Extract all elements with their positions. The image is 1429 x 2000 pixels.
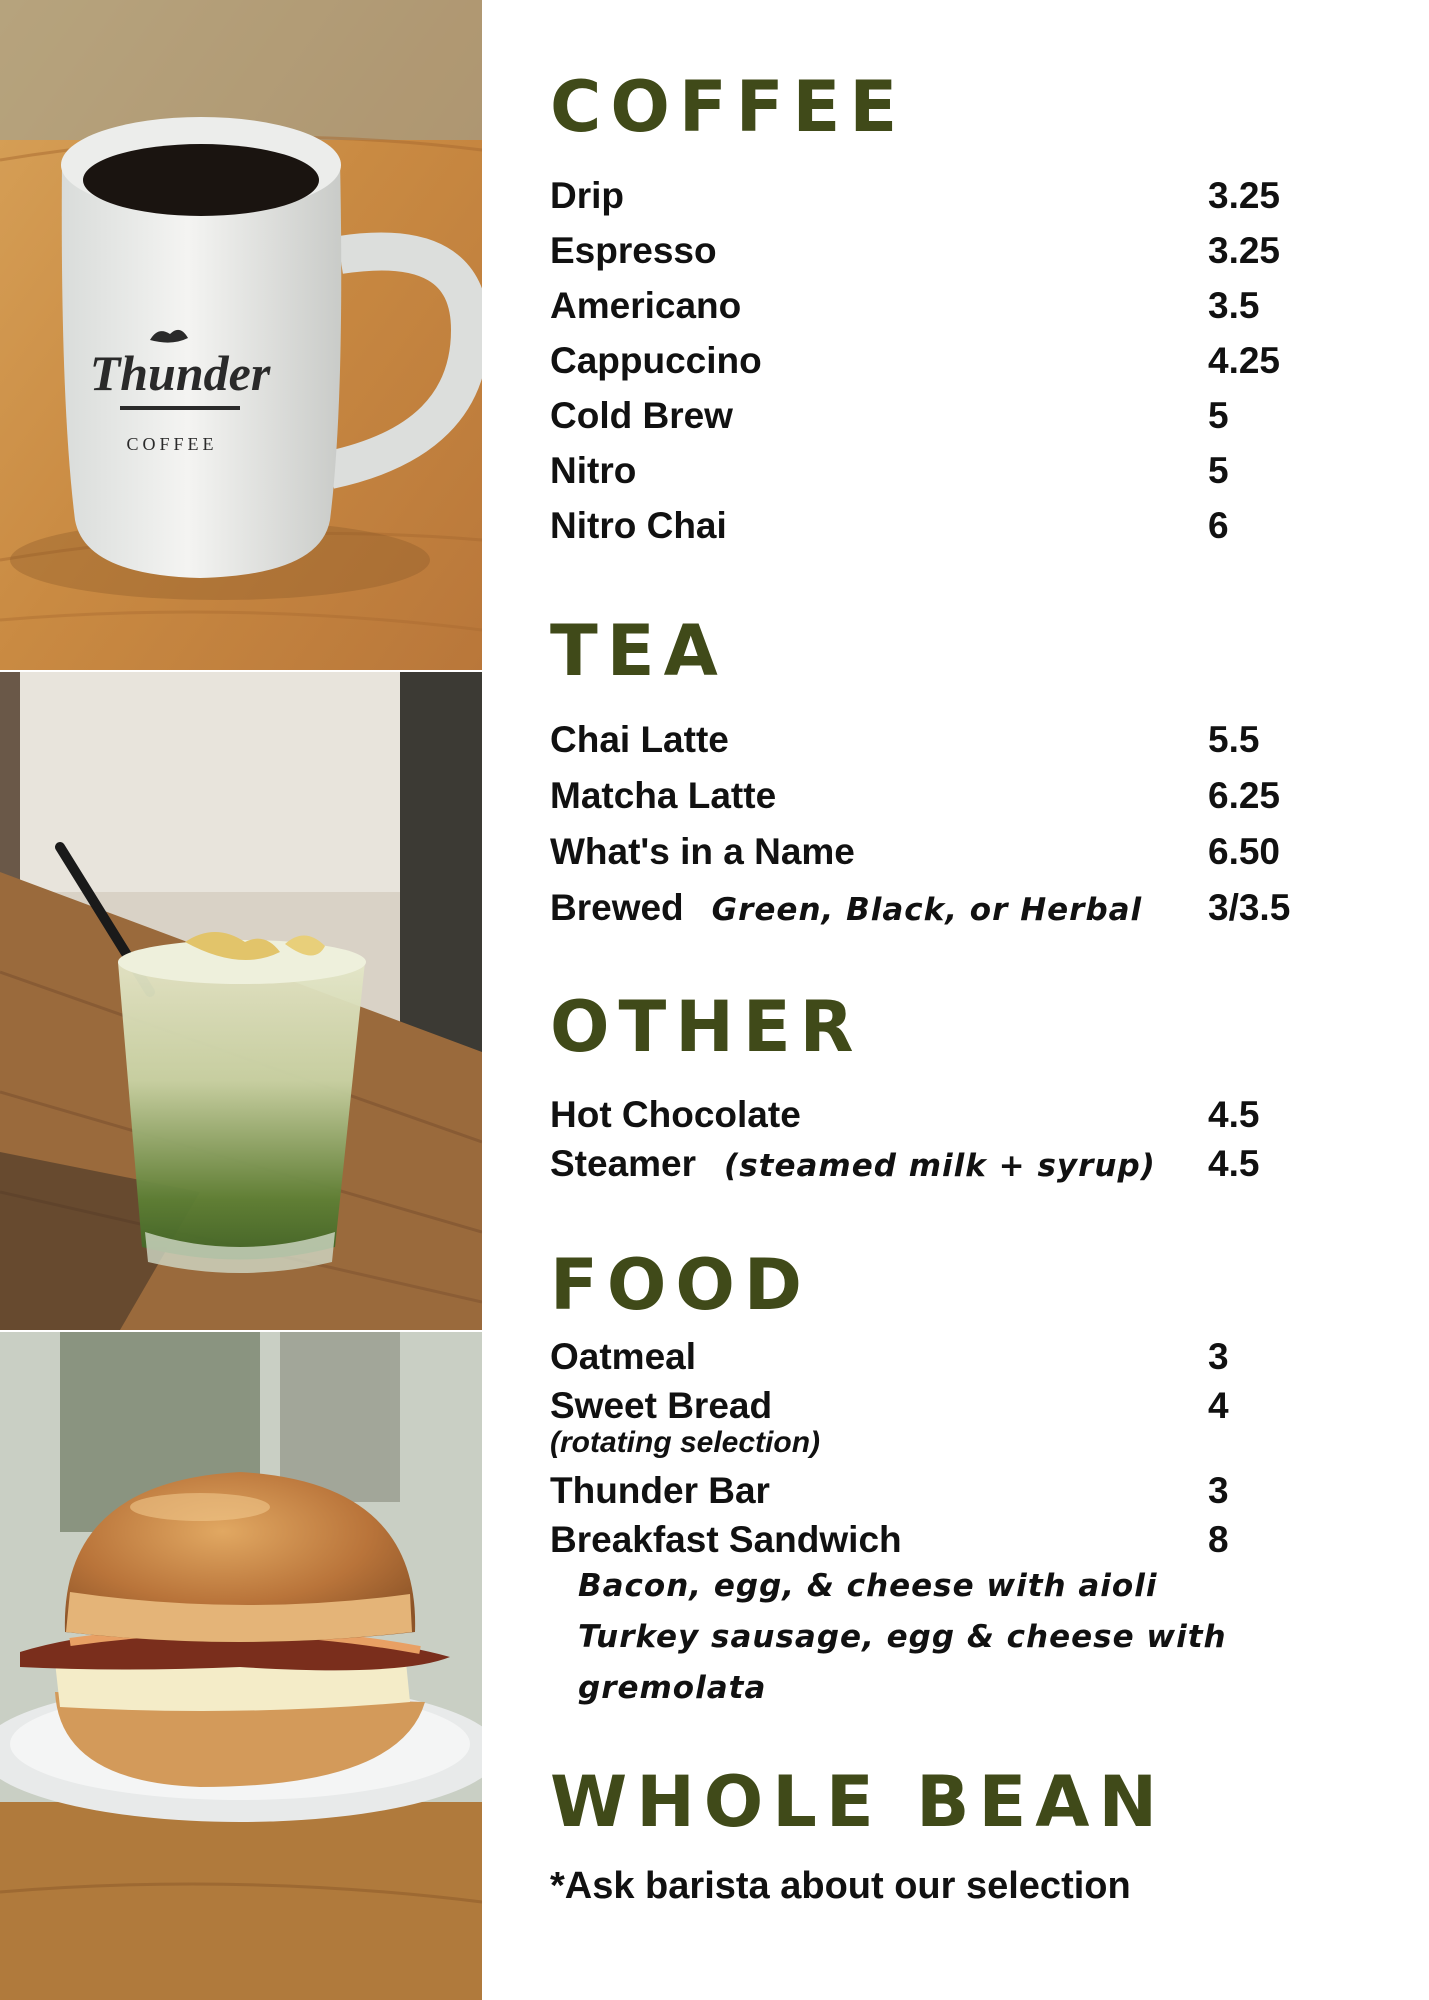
matcha-drink-photo bbox=[0, 672, 482, 1330]
photo-column bbox=[0, 0, 482, 2000]
menu-item-steamer: Steamer (steamed milk + syrup) 4.5 bbox=[550, 1143, 1260, 1184]
sandwich-option: Bacon, egg, & cheese with aioli bbox=[578, 1568, 1158, 1604]
menu-item-drip: Drip 3.25 bbox=[550, 175, 1281, 216]
menu-item-chai-latte: Chai Latte 5.5 bbox=[550, 719, 1260, 760]
food-heading: FOOD bbox=[550, 1244, 811, 1326]
menu-item-espresso: Espresso 3.25 bbox=[550, 230, 1281, 271]
menu-item-sweet-bread: Sweet Bread 4 bbox=[550, 1385, 1229, 1426]
menu-item-whats-in-a-name: What's in a Name 6.50 bbox=[550, 831, 1281, 872]
whole-bean-heading: WHOLE BEAN bbox=[550, 1761, 1167, 1843]
coffee-heading: COFFEE bbox=[550, 66, 907, 148]
mug-logo-subtext: COFFEE bbox=[126, 434, 218, 454]
menu-item-thunder-bar: Thunder Bar 3 bbox=[550, 1470, 1229, 1511]
menu-panel bbox=[550, 0, 1380, 2000]
other-heading: OTHER bbox=[550, 986, 863, 1068]
menu-item-nitro-chai: Nitro Chai 6 bbox=[550, 505, 1229, 546]
menu-item-americano: Americano 3.5 bbox=[550, 285, 1260, 326]
menu-item-nitro: Nitro 5 bbox=[550, 450, 1229, 491]
sandwich-option: gremolata bbox=[578, 1670, 767, 1706]
menu-item-brewed: Brewed Green, Black, or Herbal 3/3.5 bbox=[550, 887, 1291, 928]
coffee-mug-photo bbox=[0, 0, 482, 670]
brewed-note: Green, Black, or Herbal bbox=[711, 892, 1143, 928]
sweet-bread-note: (rotating selection) bbox=[550, 1426, 821, 1459]
menu-item-cold-brew: Cold Brew 5 bbox=[550, 395, 1229, 436]
breakfast-sandwich-photo bbox=[0, 1332, 482, 2000]
steamer-note: (steamed milk + syrup) bbox=[724, 1148, 1156, 1184]
menu-item-hot-chocolate: Hot Chocolate 4.5 bbox=[550, 1094, 1260, 1135]
menu-item-breakfast-sandwich: Breakfast Sandwich 8 bbox=[550, 1519, 1229, 1560]
mug-logo-text: Thunder bbox=[89, 345, 271, 401]
sandwich-option: Turkey sausage, egg & cheese with bbox=[578, 1619, 1227, 1655]
tea-heading: TEA bbox=[550, 610, 727, 692]
menu-item-oatmeal: Oatmeal 3 bbox=[550, 1336, 1229, 1377]
menu-item-cappuccino: Cappuccino 4.25 bbox=[550, 340, 1281, 381]
whole-bean-note: *Ask barista about our selection bbox=[550, 1865, 1131, 1907]
menu-item-matcha-latte: Matcha Latte 6.25 bbox=[550, 775, 1281, 816]
